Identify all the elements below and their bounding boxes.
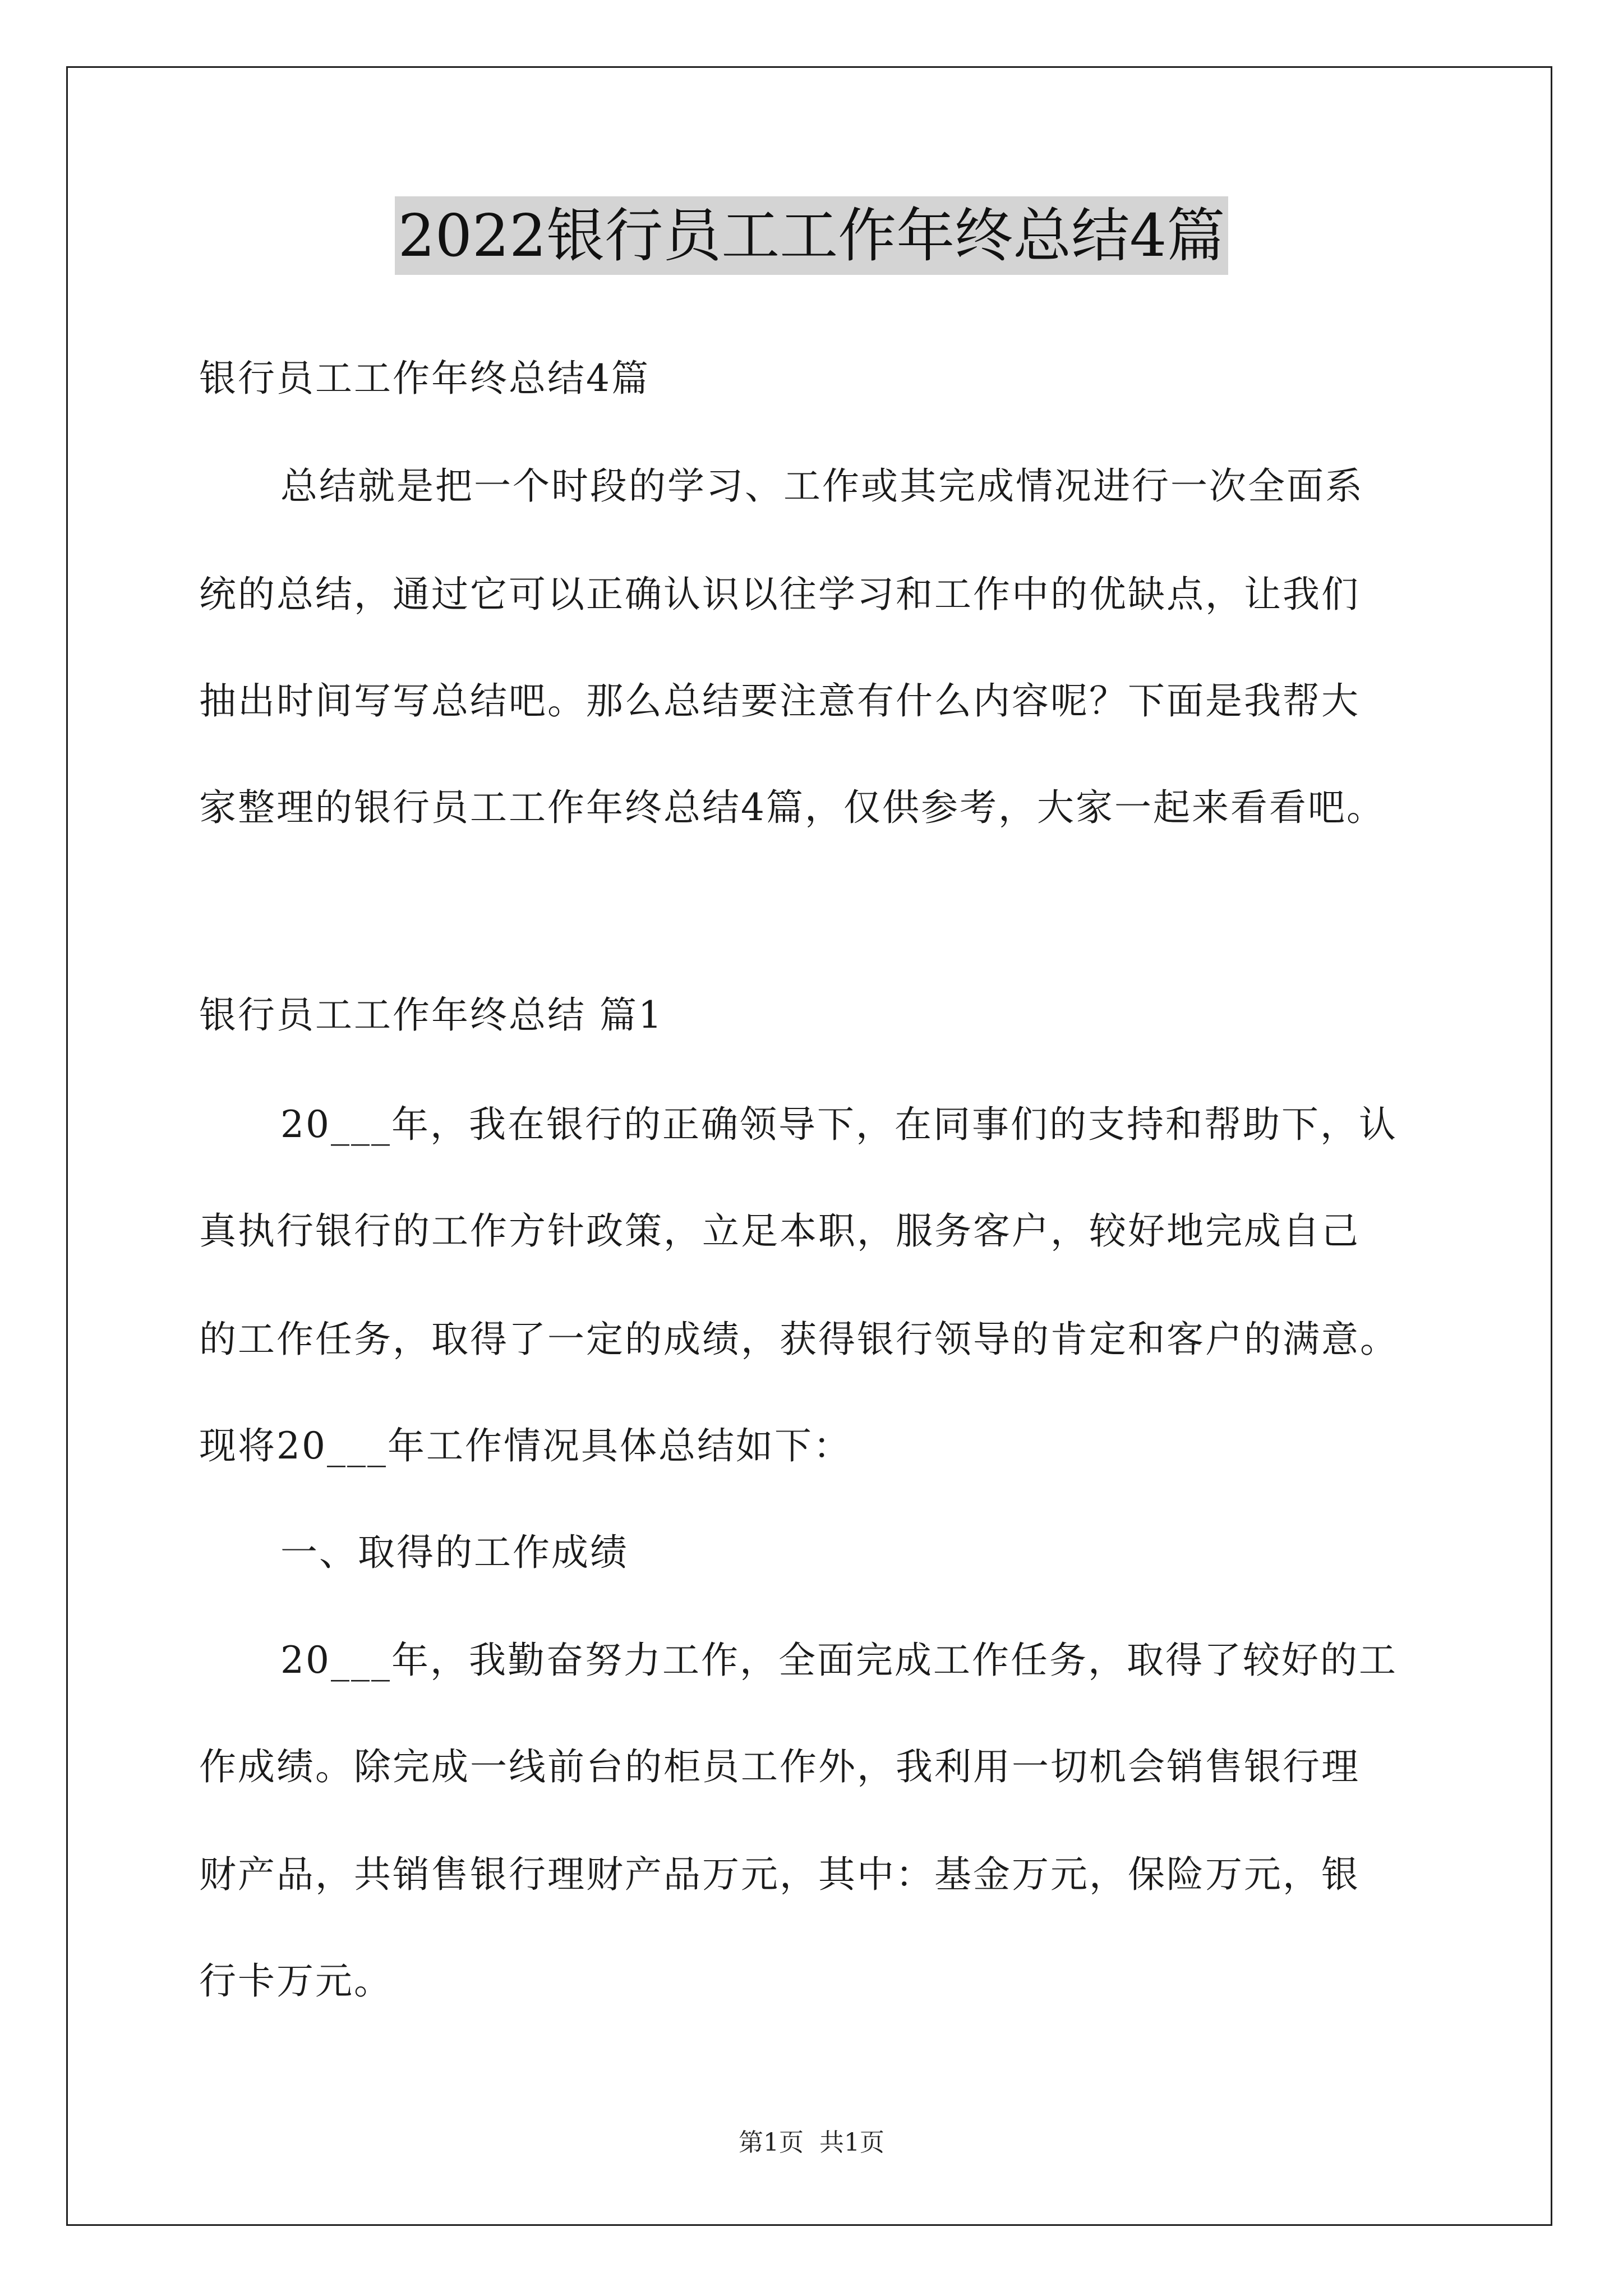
subheading: 一、取得的工作成绩 <box>280 1531 629 1574</box>
title-container <box>0 196 1623 275</box>
para1-line-3: 的工作任务，取得了一定的成绩，获得银行领导的肯定和客户的满意。 <box>199 1318 1399 1361</box>
para2-line-1: 20___年，我勤奋努力工作，全面完成工作任务，取得了较好的工 <box>280 1639 1398 1682</box>
para2-line-3: 财产品，共销售银行理财产品万元，其中：基金万元，保险万元，银 <box>199 1853 1360 1896</box>
intro-line-2: 统的总结，通过它可以正确认识以往学习和工作中的优缺点，让我们 <box>199 573 1360 616</box>
intro-line-1: 总结就是把一个时段的学习、工作或其完成情况进行一次全面系 <box>280 464 1364 508</box>
intro-line-4: 家整理的银行员工工作年终总结4篇，仅供参考，大家一起来看看吧。 <box>199 786 1385 829</box>
page-number: 第1页 <box>739 2128 804 2157</box>
para1-line-2: 真执行银行的工作方针政策，立足本职，服务客户，较好地完成自己 <box>199 1209 1360 1253</box>
para2-line-2: 作成绩。除完成一线前台的柜员工作外，我利用一切机会销售银行理 <box>199 1745 1360 1788</box>
page-total: 共1页 <box>819 2128 884 2157</box>
intro-line-3: 抽出时间写写总结吧。那么总结要注意有什么内容呢？下面是我帮大 <box>199 679 1360 723</box>
para2-line-4: 行卡万元。 <box>199 1959 393 2003</box>
para1-line-1: 20___年，我在银行的正确领导下，在同事们的支持和帮助下，认 <box>280 1103 1398 1146</box>
section-heading: 银行员工工作年终总结 篇1 <box>199 993 663 1037</box>
document-title: 2022银行员工工作年终总结4篇 <box>395 196 1229 275</box>
document-subtitle: 银行员工工作年终总结4篇 <box>199 357 650 400</box>
page-footer <box>0 2126 1623 2160</box>
para1-line-4: 现将20___年工作情况具体总结如下： <box>199 1424 852 1467</box>
